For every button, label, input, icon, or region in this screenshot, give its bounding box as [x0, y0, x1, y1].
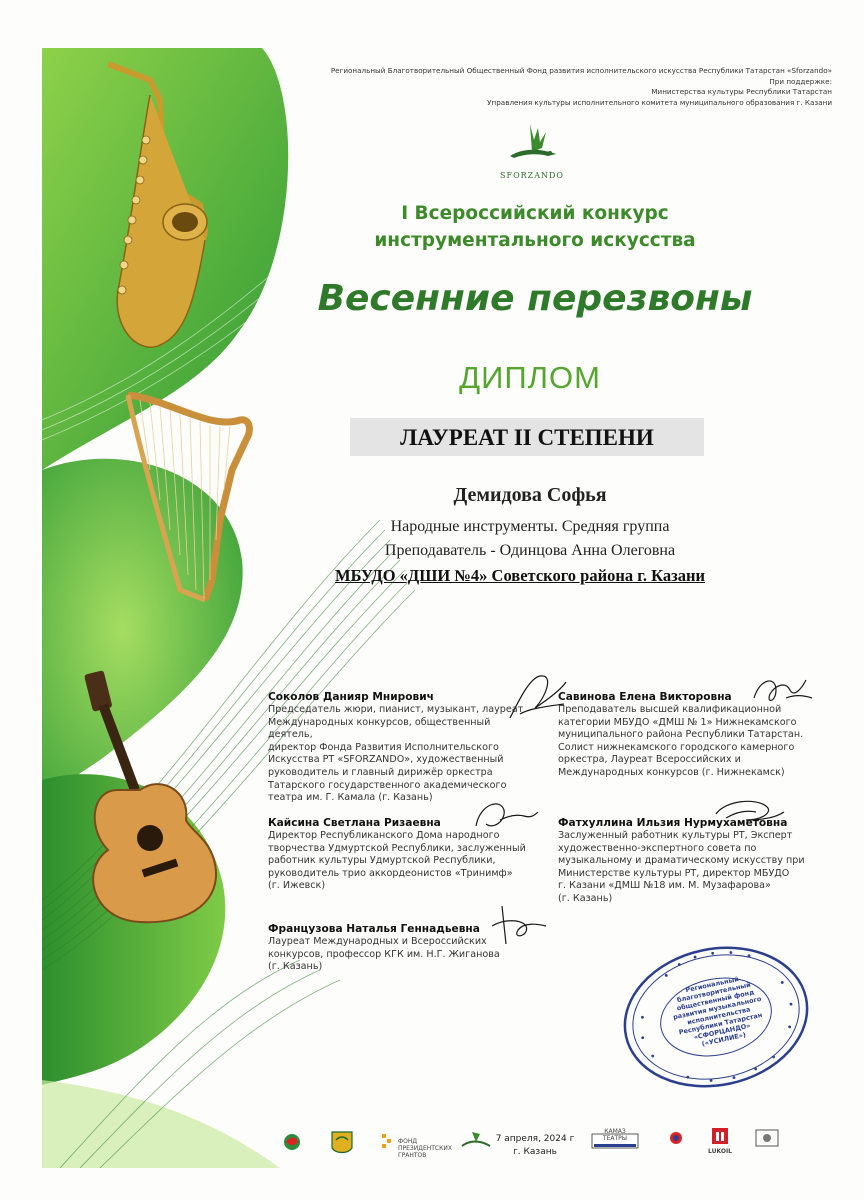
jury-description: Лауреат Международных и Всероссийских конкурсов, профессор КГК им. Н.Г. Жиганова (г. Казань) [268, 936, 500, 973]
jury-description: Преподаватель высшей квалификационной категории МБУДО «ДМШ № 1» Нижнекамского муниципального района Республики Татарстан. Солист нижнекамского городского камерного оркестра, Лауреат Всероссийских и Международных конкурсов (г. Нижнекамск) [558, 704, 804, 778]
jury-name: Кайсина Светлана Ризаевна [268, 817, 441, 829]
kamaz-logo-text: КАМАЗ ТЕАТРЫ [602, 1128, 628, 1142]
place-line: г. Казань [513, 1147, 557, 1157]
date-place [490, 1133, 580, 1159]
recipient-name: Демидова Софья [453, 484, 607, 506]
tatarstan-logo-icon [284, 1134, 300, 1150]
jury-name: Соколов Данияр Мнирович [268, 691, 434, 703]
emblem-right-icon [756, 1130, 778, 1146]
diploma-heading: ДИПЛОМ [459, 360, 601, 395]
date-line: 7 апреля, 2024 г [495, 1134, 575, 1144]
jury-name: Фатхуллина Ильзия Нурмухаметовна [558, 817, 788, 829]
kazan-emblem-icon [332, 1132, 352, 1153]
header-line-4: Управления культуры исполнительного комитета муниципального образования г. Казани [487, 97, 832, 107]
fund-logo-text: ФОНД ПРЕЗИДЕНТСКИХ ГРАНТОВ [398, 1138, 452, 1159]
contest-line-2: инструментального искусства [374, 230, 696, 251]
recipient-category: Народные инструменты. Средняя группа [390, 518, 670, 535]
presidential-grants-icon [382, 1134, 391, 1148]
header-line-2: При поддержке: [769, 76, 832, 86]
recipient-teacher: Преподаватель - Одинцова Анна Олеговна [384, 542, 676, 559]
recipient-school: МБУДО «ДШИ №4» Советского района г. Казани [335, 566, 705, 585]
jury-name: Французова Наталья Геннадьевна [268, 923, 480, 935]
logo-text: SFORZANDO [500, 171, 564, 180]
award-label: ЛАУРЕАТ II СТЕПЕНИ [350, 418, 704, 456]
header-line-3: Министерства культуры Республики Татарстан [651, 87, 832, 96]
main-title: Весенние перезвоны [317, 278, 753, 319]
sforzando-small-logo-icon [462, 1132, 490, 1146]
jury-description: Директор Республиканского Дома народного творчества Удмуртской Республики, заслуженный работник культуры Удмуртской Республики, руководитель трио аккордеонистов «Тринимф» (г. Ижевск) [268, 830, 526, 892]
stamp-text: Региональный благотворительный общественный фонд развития музыкального исполнительства Республики Татарстан «СФОРЦАНДО» («УСИЛИЕ») [672, 975, 763, 1048]
jury-name: Савинова Елена Викторовна [558, 691, 732, 703]
jury-description: Заслуженный работник культуры РТ, Эксперт художественно-экспертного совета по музыкальному и драматическому искусству при Министерстве культуры РТ, директор МБУДО г. Казани «ДМШ №18 им. М. Музафарова» (г. Казань) [558, 830, 805, 904]
header-line-1: Региональный Благотворительный Общественный Фонд развития исполнительского искусства Республики Татарстан «Sforzando» [330, 66, 832, 75]
lukoil-logo-text: LUKOIL [707, 1148, 733, 1155]
jury-description: Председатель жюри, пианист, музыкант, лауреат Международных конкурсов, общественный деятель, директор Фонда Развития Исполнительского Искусства РТ «SFORZANDO», художественный руководитель и главный дирижёр оркестра Татарского государственного академического театра им. Г. Камала (г. Казань) [268, 704, 524, 804]
lukoil-logo-icon [712, 1128, 728, 1144]
contest-line-1: I Всероссийский конкурс [401, 203, 669, 224]
rgzh-logo-icon [670, 1132, 682, 1144]
